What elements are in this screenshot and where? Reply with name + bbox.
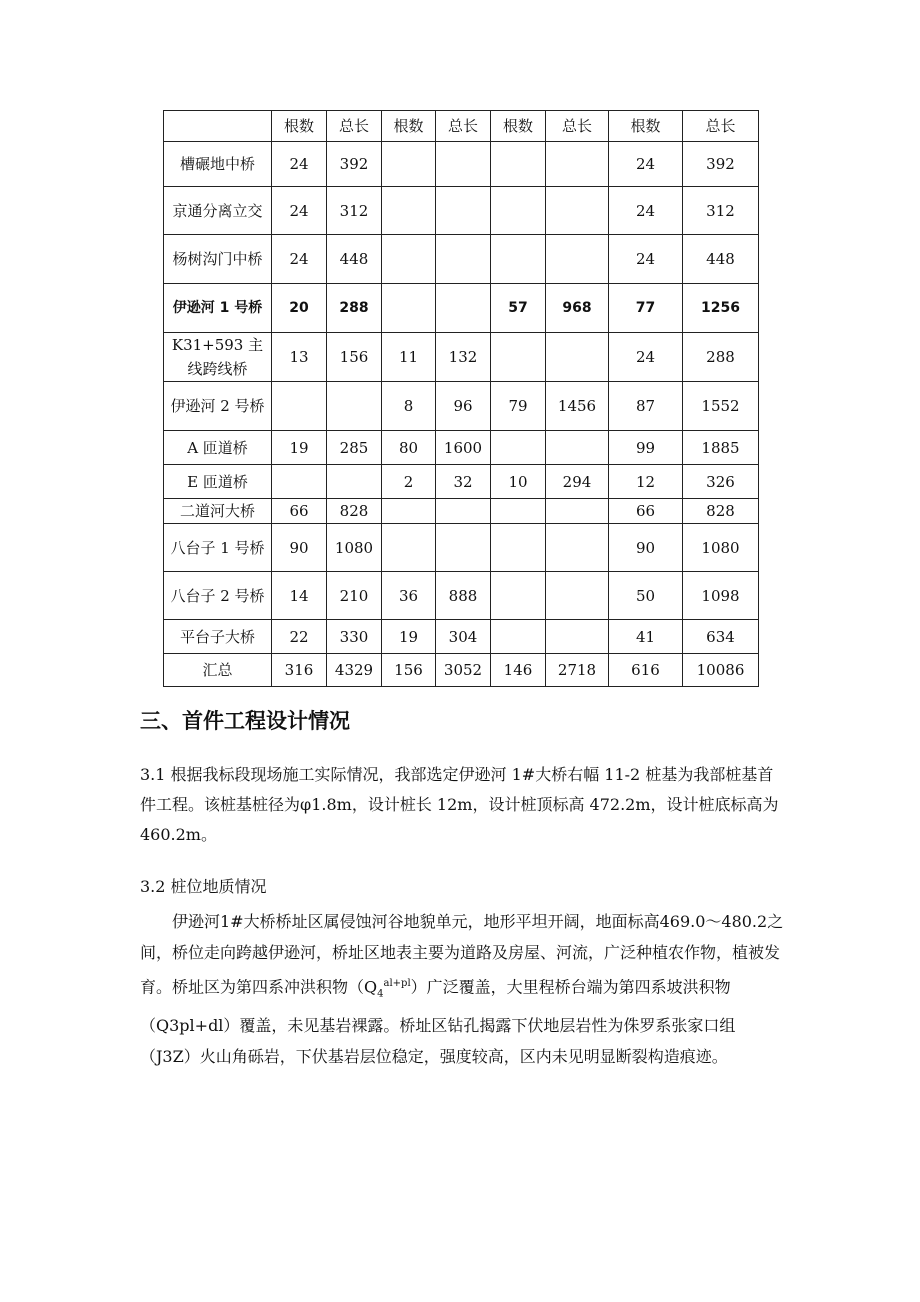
table-cell: 90 [272, 524, 327, 572]
table-cell [491, 524, 546, 572]
table-cell [546, 235, 609, 284]
table-cell: 312 [327, 187, 382, 235]
table-cell: 11 [382, 333, 436, 382]
header-cell [164, 111, 272, 142]
table-row [164, 465, 759, 499]
table-cell: 392 [327, 142, 382, 187]
table-row [164, 499, 759, 524]
bridge-name-cell: K31+593 主线跨线桥 [164, 333, 272, 382]
table-cell: 19 [382, 620, 436, 654]
header-cell: 根数 [272, 111, 327, 142]
table-cell: 24 [609, 187, 683, 235]
table-cell [546, 333, 609, 382]
bridge-name-cell: 杨树沟门中桥 [164, 235, 272, 284]
table-cell: 1600 [436, 431, 491, 465]
table-cell: 1456 [546, 382, 609, 431]
paragraph-3-2-heading: 3.2 桩位地质情况 [140, 877, 267, 896]
paragraph-3-1: 3.1 根据我标段现场施工实际情况，我部选定伊逊河 1#大桥右幅 11-2 桩基为我部桩基首件工程。该桩基桩径为φ1.8m，设计桩长 12m，设计桩顶标高 472.2m，设计桩底标高为 460.2m。 [140, 765, 779, 844]
table-cell: 828 [683, 499, 759, 524]
bridge-name-cell: A 匝道桥 [164, 431, 272, 465]
table-cell [382, 499, 436, 524]
table-cell: 24 [609, 235, 683, 284]
table-cell [382, 235, 436, 284]
table-cell [491, 620, 546, 654]
table-cell [382, 524, 436, 572]
table-cell: 41 [609, 620, 683, 654]
bridge-name-cell: 八台子 2 号桥 [164, 572, 272, 620]
table-cell: 156 [382, 654, 436, 687]
table-cell: 24 [609, 142, 683, 187]
table-cell: 24 [272, 142, 327, 187]
formula-superscript: al+pl [383, 978, 411, 989]
table-cell: 32 [436, 465, 491, 499]
table-cell: 24 [272, 235, 327, 284]
geology-text-part2: ）广泛覆盖，大里程桥台端为第四系坡洪积物（Q3pl+dl）覆盖，未见基岩裸露。桥址区钻孔揭露下伏地层岩性为侏罗系张家口组（J3Z）火山角砾岩，下伏基岩层位稳定，强度较高，区内未见明显断裂构造痕迹。 [140, 977, 736, 1066]
table-cell: 132 [436, 333, 491, 382]
bridge-name-cell: E 匝道桥 [164, 465, 272, 499]
table-cell: 1885 [683, 431, 759, 465]
bridge-name-cell: 汇总 [164, 654, 272, 687]
table-cell: 90 [609, 524, 683, 572]
header-cell: 根数 [609, 111, 683, 142]
table-cell [382, 284, 436, 333]
table-cell: 4329 [327, 654, 382, 687]
table-row [164, 572, 759, 620]
table-cell: 448 [327, 235, 382, 284]
table-cell: 1552 [683, 382, 759, 431]
table-cell: 57 [491, 284, 546, 333]
table-cell: 80 [382, 431, 436, 465]
table-cell: 20 [272, 284, 327, 333]
table-cell: 19 [272, 431, 327, 465]
table-cell: 888 [436, 572, 491, 620]
table-cell [436, 235, 491, 284]
table-cell: 36 [382, 572, 436, 620]
table-cell [272, 465, 327, 499]
table-cell: 288 [683, 333, 759, 382]
table-row [164, 654, 759, 687]
table-cell [546, 431, 609, 465]
table-cell: 14 [272, 572, 327, 620]
formula-subscript: 4 [377, 988, 384, 1000]
table-cell: 12 [609, 465, 683, 499]
table-cell [436, 499, 491, 524]
pile-statistics-table [163, 110, 759, 687]
table-cell: 288 [327, 284, 382, 333]
table-cell: 10 [491, 465, 546, 499]
table-cell [491, 235, 546, 284]
geology-text-part1: 伊逊河1#大桥桥址区属侵蚀河谷地貌单元，地形平坦开阔，地面标高469.0～480.2之间，桥位走向跨越伊逊河，桥址区地表主要为道路及房屋、河流，广泛种植农作物，植被发育。桥址区为第四系冲洪积物（Q [140, 912, 784, 997]
table-cell: 616 [609, 654, 683, 687]
table-row [164, 235, 759, 284]
table-row [164, 620, 759, 654]
table-cell: 13 [272, 333, 327, 382]
table-cell [491, 333, 546, 382]
table-cell [436, 284, 491, 333]
table-header-row [164, 111, 759, 142]
table-cell: 828 [327, 499, 382, 524]
table-cell: 77 [609, 284, 683, 333]
table-cell: 294 [546, 465, 609, 499]
table-cell: 8 [382, 382, 436, 431]
table-cell [272, 382, 327, 431]
table-cell: 2718 [546, 654, 609, 687]
table-cell [327, 382, 382, 431]
table-cell: 312 [683, 187, 759, 235]
table-cell: 210 [327, 572, 382, 620]
table-cell [491, 572, 546, 620]
table-row [164, 333, 759, 382]
table-cell: 1080 [683, 524, 759, 572]
table-row [164, 142, 759, 187]
header-cell: 总长 [546, 111, 609, 142]
table-cell: 634 [683, 620, 759, 654]
bridge-name-cell: 槽碾地中桥 [164, 142, 272, 187]
table-cell: 99 [609, 431, 683, 465]
table-cell: 304 [436, 620, 491, 654]
table-cell [382, 187, 436, 235]
table-cell: 79 [491, 382, 546, 431]
table-row [164, 382, 759, 431]
table-cell: 50 [609, 572, 683, 620]
bridge-name-cell: 平台子大桥 [164, 620, 272, 654]
table-cell: 448 [683, 235, 759, 284]
table-cell: 1098 [683, 572, 759, 620]
table-body [164, 111, 759, 687]
table-cell: 1080 [327, 524, 382, 572]
table-cell [327, 465, 382, 499]
table-cell [491, 142, 546, 187]
table-cell: 2 [382, 465, 436, 499]
table-cell [546, 524, 609, 572]
table-cell: 146 [491, 654, 546, 687]
header-cell: 总长 [683, 111, 759, 142]
table-row [164, 284, 759, 333]
table-cell [546, 142, 609, 187]
table-cell: 968 [546, 284, 609, 333]
table-cell: 316 [272, 654, 327, 687]
header-cell: 总长 [436, 111, 491, 142]
table-cell [436, 524, 491, 572]
table-cell [491, 499, 546, 524]
table-cell [491, 187, 546, 235]
header-cell: 根数 [491, 111, 546, 142]
table-cell: 96 [436, 382, 491, 431]
table-cell: 22 [272, 620, 327, 654]
table-cell: 326 [683, 465, 759, 499]
table-cell [546, 187, 609, 235]
bridge-name-cell: 伊逊河 1 号桥 [164, 284, 272, 333]
bridge-name-cell: 京通分离立交 [164, 187, 272, 235]
table-cell [546, 572, 609, 620]
table-cell: 330 [327, 620, 382, 654]
table-cell: 156 [327, 333, 382, 382]
table-row [164, 524, 759, 572]
table-cell: 66 [272, 499, 327, 524]
bridge-name-cell: 二道河大桥 [164, 499, 272, 524]
table-cell [491, 431, 546, 465]
table-cell [436, 142, 491, 187]
table-row [164, 431, 759, 465]
table-cell: 3052 [436, 654, 491, 687]
header-cell: 总长 [327, 111, 382, 142]
table-cell: 24 [609, 333, 683, 382]
table-cell: 1256 [683, 284, 759, 333]
table-cell [546, 499, 609, 524]
table-cell [382, 142, 436, 187]
bridge-name-cell: 八台子 1 号桥 [164, 524, 272, 572]
table-row [164, 187, 759, 235]
table-cell [436, 187, 491, 235]
table-cell [546, 620, 609, 654]
table-cell: 285 [327, 431, 382, 465]
table-cell: 66 [609, 499, 683, 524]
header-cell: 根数 [382, 111, 436, 142]
geology-paragraph [140, 906, 784, 1072]
table-cell: 87 [609, 382, 683, 431]
table-cell: 10086 [683, 654, 759, 687]
bridge-name-cell: 伊逊河 2 号桥 [164, 382, 272, 431]
table-cell: 24 [272, 187, 327, 235]
section-title: 三、首件工程设计情况 [140, 709, 350, 733]
table-cell: 392 [683, 142, 759, 187]
